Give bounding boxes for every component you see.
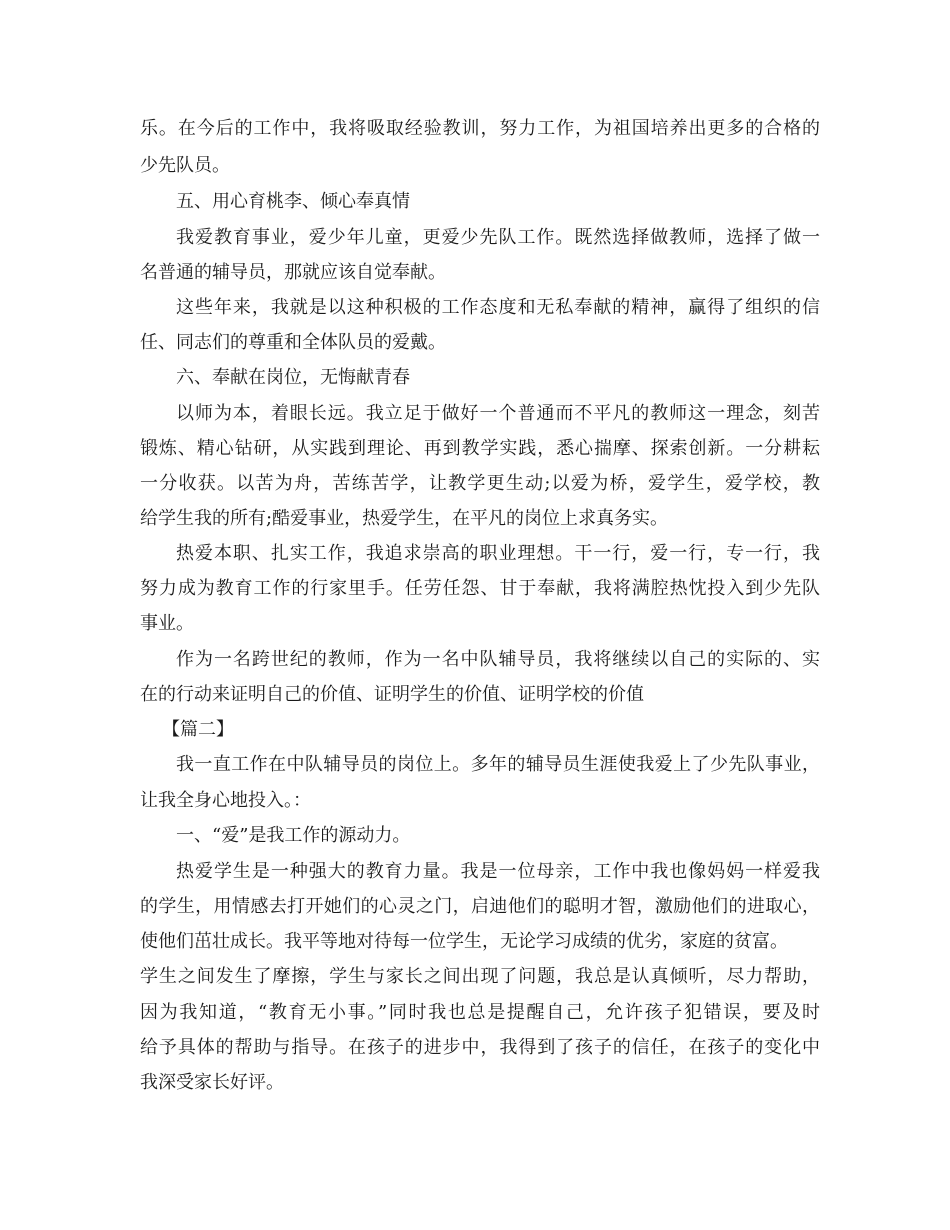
text-line: 让我全身心地投入。： — [140, 790, 311, 811]
section-heading: 六、奉献在岗位，无悔献青春 — [176, 367, 410, 388]
text-line: 的学生，用情感去打开她们的心灵之门，启迪他们的聪明才智，激励他们的进取心， — [140, 896, 820, 917]
text-line: 作为一名跨世纪的教师，作为一名中队辅导员，我将继续以自己的实际的、实 — [176, 649, 820, 670]
text-line: 我深受家长好评。 — [140, 1072, 284, 1093]
text-line: 乐。在今后的工作中，我将吸取经验教训，努力工作，为祖国培养出更多的合格的 — [140, 118, 820, 139]
text-line: 事业。 — [140, 613, 194, 634]
text-line: 我爱教育事业，爱少年儿童，更爱少先队工作。既然选择做教师，选择了做一 — [176, 227, 820, 248]
text-line: 少先队员。 — [140, 155, 230, 176]
text-line: 学生之间发生了摩擦，学生与家长之间出现了问题，我总是认真倾听，尽力帮助， — [140, 966, 820, 987]
text-line: 任、同志们的尊重和全体队员的爱戴。 — [140, 332, 446, 353]
text-line: 在的行动来证明自己的价值、证明学生的价值、证明学校的价值 — [140, 684, 644, 705]
section-heading: 五、用心育桃李、倾心奉真情 — [176, 191, 410, 212]
text-line: 热爱学生是一种强大的教育力量。我是一位母亲，工作中我也像妈妈一样爱我 — [176, 861, 820, 882]
text-line: 一分收获。以苦为舟，苦练苦学，让教学更生动;以爱为桥，爱学生，爱学校，教 — [140, 473, 820, 494]
text-line: 努力成为教育工作的行家里手。任劳任怨、甘于奉献，我将满腔热忱投入到少先队 — [140, 578, 820, 599]
text-line: 这些年来，我就是以这种积极的工作态度和无私奉献的精神，赢得了组织的信 — [176, 297, 820, 318]
text-line: 热爱本职、扎实工作，我追求崇高的职业理想。干一行，爱一行，专一行，我 — [176, 543, 820, 564]
text-line: 使他们茁壮成长。我平等地对待每一位学生，无论学习成绩的优劣，家庭的贫富。 — [140, 931, 788, 952]
section-heading: 一、“爱”是我工作的源动力。 — [176, 825, 411, 846]
part-heading: 【篇二】 — [162, 719, 234, 740]
text-line: 给学生我的所有;酷爱事业，热爱学生，在平凡的岗位上求真务实。 — [140, 508, 669, 529]
text-line: 给予具体的帮助与指导。在孩子的进步中，我得到了孩子的信任，在孩子的变化中 — [140, 1037, 820, 1058]
text-line: 名普通的辅导员，那就应该自觉奉献。 — [140, 262, 446, 283]
text-line: 锻炼、精心钻研，从实践到理论、再到教学实践，悉心揣摩、探索创新。一分耕耘 — [140, 438, 820, 459]
text-line: 我一直工作在中队辅导员的岗位上。多年的辅导员生涯使我爱上了少先队事业， — [176, 754, 820, 775]
text-line: 以师为本，着眼长远。我立足于做好一个普通而不平凡的教师这一理念，刻苦 — [176, 403, 820, 424]
text-line: 因为我知道，“教育无小事。”同时我也总是提醒自己，允许孩子犯错误，要及时 — [140, 1002, 820, 1023]
